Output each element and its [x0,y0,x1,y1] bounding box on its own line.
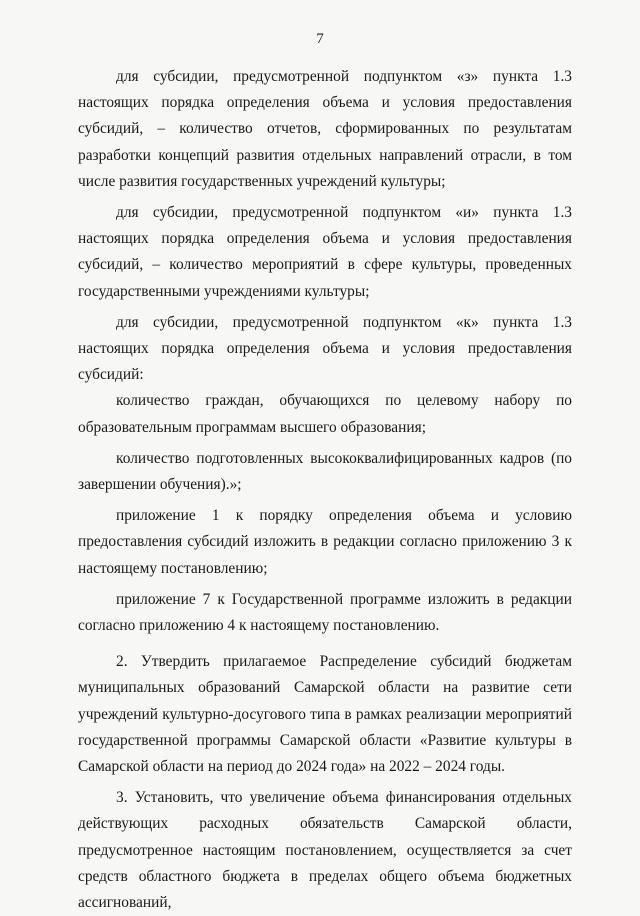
paragraph-students-count: количество граждан, обучающихся по целевому набору по образовательным программам высшего образования; [78,392,572,436]
paragraph-subsidy-z: для субсидии, предусмотренной подпунктом «з» пункта 1.3 настоящих порядка определения объема и условия предоставления субсидий, – количество отчетов, сформированных по результатам разработки концепций развития отдельных направлений отрасли, в том числе развития государственных учреждений культуры; [78,68,572,190]
paragraph-subsidy-k: для субсидии, предусмотренной подпунктом «к» пункта 1.3 настоящих порядка определения объема и условия предоставления субсидий: [78,313,572,384]
paragraph-trained-staff: количество подготовленных высококвалифицированных кадров (по завершении обучения).»; [78,449,572,494]
document-body [78,64,572,916]
paragraph-subsidy-i: для субсидии, предусмотренной подпунктом «и» пункта 1.3 настоящих порядка определения объема и условия предоставления субсидий, – количество мероприятий в сфере культуры, проведенных государственными учреждениями культуры; [78,204,572,300]
paragraph-item-3: 3. Установить, что увеличение объема финансирования отдельных действующих расходных обязательств Самарской области, предусмотренное настоящим постановлением, осуществляется за счет средств областного бюджета в пределах общего объема бюджетных ассигнований, [78,789,572,912]
paragraph-item-2: 2. Утвердить прилагаемое Распределение субсидий бюджетам муниципальных образований Самарской области на развитие сети учреждений культурно-досугового типа в рамках реализации мероприятий государственной программы Самарской области «Развитие культуры в Самарской области на период до 2024 года» на 2022 – 2024 годы. [78,653,572,776]
page-number: 7 [316,31,324,47]
paragraph-appendix-1: приложение 1 к порядку определения объема и условию предоставления субсидий изложить в редакции согласно приложению 3 к настоящему постановлению; [78,507,572,577]
paragraph-appendix-7: приложение 7 к Государственной программе изложить в редакции согласно приложению 4 к настоящему постановлению. [78,590,572,635]
